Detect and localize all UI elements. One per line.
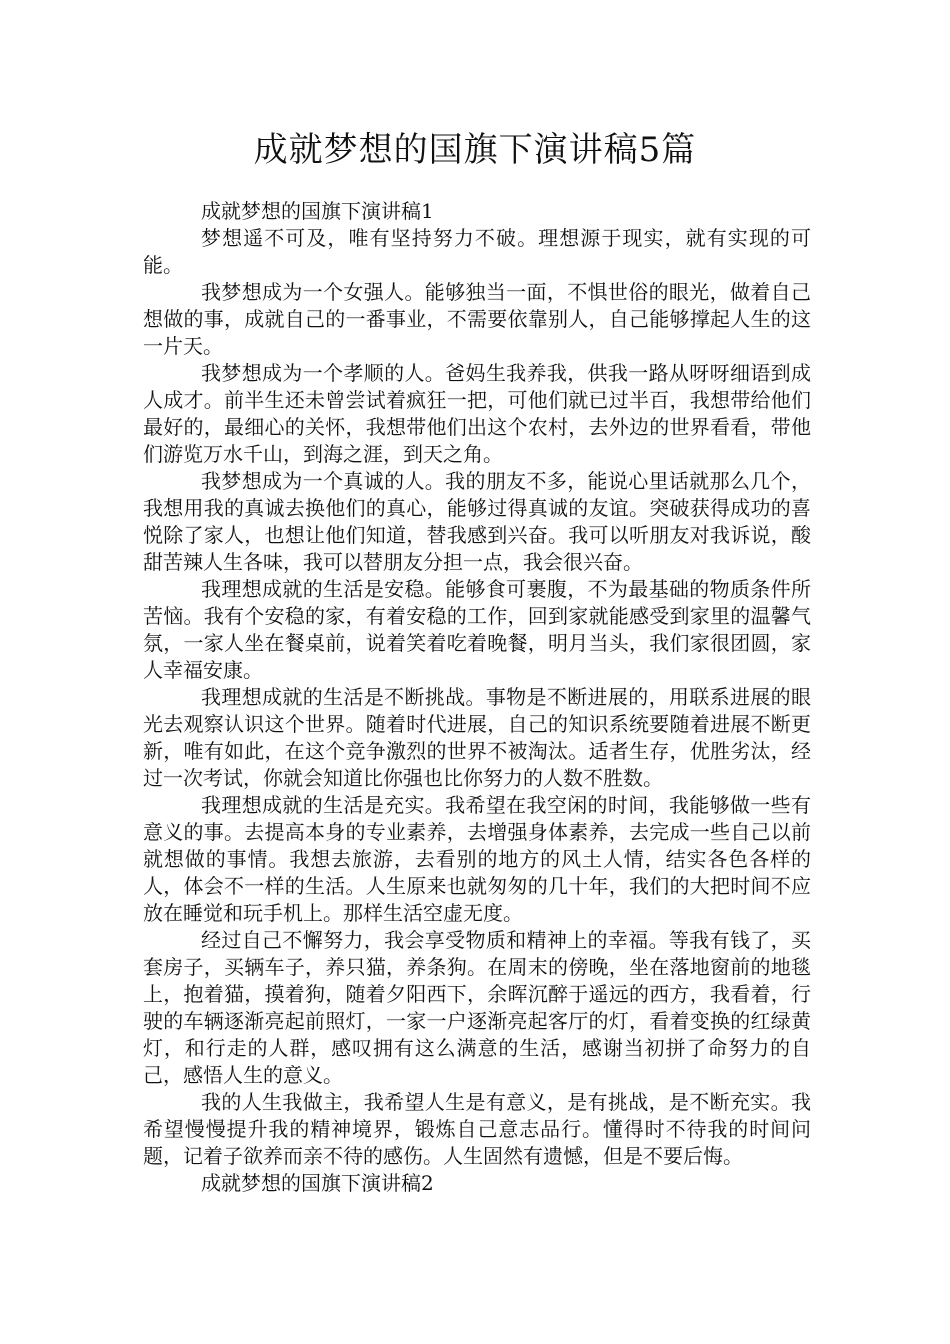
paragraph: 我梦想成为一个孝顺的人。爸妈生我养我，供我一路从呀呀细语到成人成才。前半生还未曾尝试着疯狂一把，可他们就已过半百，我想带给他们最好的，最细心的关怀，我想带他们出这个农村，去外边的世界看看，带他们游览万水千山，到海之涯，到天之角。 bbox=[143, 361, 811, 466]
paragraph: 我理想成就的生活是安稳。能够食可裹腹，不为最基础的物质条件所苦恼。我有个安稳的家，有着安稳的工作，回到家就能感受到家里的温馨气氛，一家人坐在餐桌前，说着笑着吃着晚餐，明月当头，我们家很团圆，家人幸福安康。 bbox=[143, 577, 811, 682]
section-heading-1: 成就梦想的国旗下演讲稿1 bbox=[201, 199, 434, 223]
paragraph: 梦想遥不可及，唯有坚持努力不破。理想源于现实，就有实现的可能。 bbox=[143, 226, 811, 277]
document-body bbox=[143, 198, 811, 1197]
paragraph: 我理想成就的生活是不断挑战。事物是不断进展的，用联系进展的眼光去观察认识这个世界。随着时代进展，自己的知识系统要随着进展不断更新，唯有如此，在这个竞争激烈的世界不被淘汰。适者生存，优胜劣汰，经过一次考试，你就会知道比你强也比你努力的人数不胜数。 bbox=[143, 685, 811, 790]
section-heading-2: 成就梦想的国旗下演讲稿2 bbox=[201, 1171, 434, 1195]
document-title: 成就梦想的国旗下演讲稿5篇 bbox=[253, 130, 697, 170]
paragraph: 我梦想成为一个女强人。能够独当一面，不惧世俗的眼光，做着自己想做的事，成就自己的一番事业，不需要依靠别人，自己能够撑起人生的这一片天。 bbox=[143, 280, 811, 358]
paragraph: 我理想成就的生活是充实。我希望在我空闲的时间，我能够做一些有意义的事。去提高本身的专业素养，去增强身体素养，去完成一些自己以前就想做的事情。我想去旅游，去看别的地方的风土人情，结实各色各样的人，体会不一样的生活。人生原来也就匆匆的几十年，我们的大把时间不应放在睡觉和玩手机上。那样生活空虚无度。 bbox=[143, 793, 811, 925]
paragraph: 我的人生我做主，我希望人生是有意义，是有挑战，是不断充实。我希望慢慢提升我的精神境界，锻炼自己意志品行。懂得时不待我的时间问题，记着子欲养而亲不待的感伤。人生固然有遗憾，但是不要后悔。 bbox=[143, 1090, 811, 1168]
paragraph: 我梦想成为一个真诚的人。我的朋友不多，能说心里话就那么几个，我想用我的真诚去换他们的真心，能够过得真诚的友谊。突破获得成功的喜悦除了家人，也想让他们知道，替我感到兴奋。我可以听朋友对我诉说，酸甜苦辣人生各味，我可以替朋友分担一点，我会很兴奋。 bbox=[143, 469, 811, 574]
paragraph: 经过自己不懈努力，我会享受物质和精神上的幸福。等我有钱了，买套房子，买辆车子，养只猫，养条狗。在周末的傍晚，坐在落地窗前的地毯上，抱着猫，摸着狗，随着夕阳西下，余晖沉醉于遥远的西方，我看着，行驶的车辆逐渐亮起前照灯，一家一户逐渐亮起客厅的灯，看着变换的红绿黄灯，和行走的人群，感叹拥有这么满意的生活，感谢当初拼了命努力的自己，感悟人生的意义。 bbox=[143, 928, 811, 1087]
